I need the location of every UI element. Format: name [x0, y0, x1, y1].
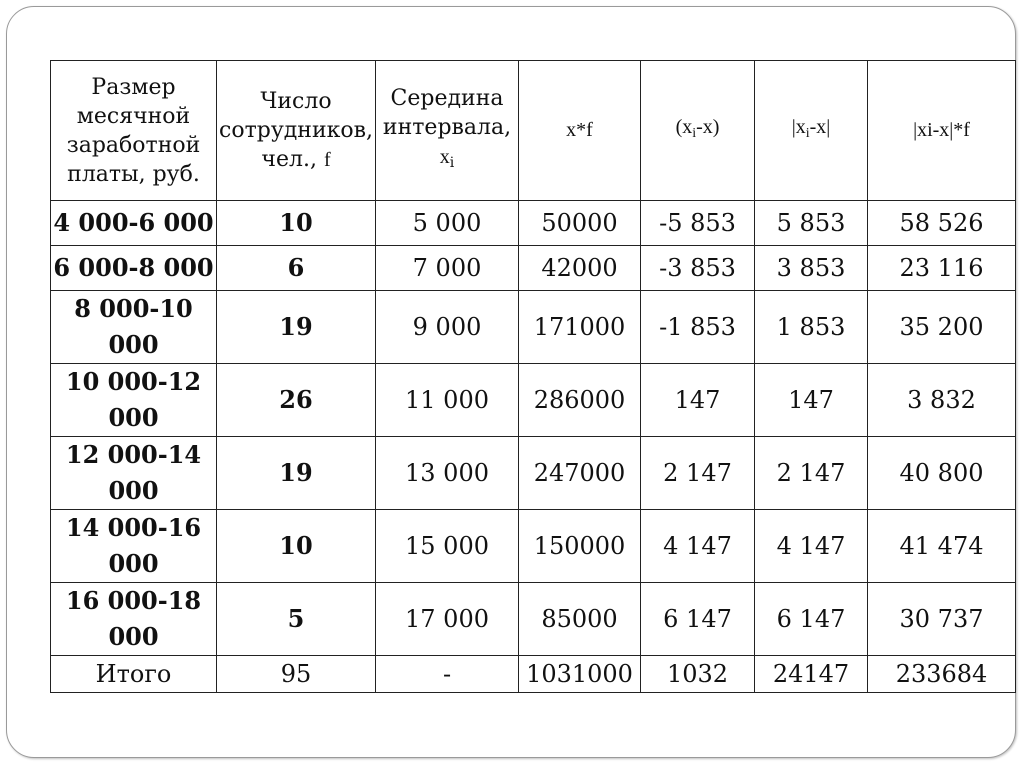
cell-midpoint: 13 000 — [376, 437, 519, 510]
cell-salary-range: 10 000-12 000 — [51, 364, 217, 437]
cell-total-abs-deviation-times-f: 233684 — [868, 656, 1016, 693]
header-abs-deviation: $|x_i-x|$ — [755, 61, 868, 201]
table-row — [51, 201, 1016, 246]
cell-total-deviation: 1032 — [641, 656, 755, 693]
cell-salary-range: 12 000-14 000 — [51, 437, 217, 510]
cell-salary-range: 6 000-8 000 — [51, 246, 217, 291]
cell-salary-range: 16 000-18 000 — [51, 583, 217, 656]
cell-abs-deviation-times-f: 40 800 — [868, 437, 1016, 510]
cell-employee-count: 10 — [217, 201, 376, 246]
cell-x-times-f: 171000 — [519, 291, 641, 364]
cell-abs-deviation-times-f: 3 832 — [868, 364, 1016, 437]
header-row — [51, 61, 1016, 201]
header-deviation: $(x_i-x)$ — [641, 61, 755, 201]
cell-salary-range: 8 000-10 000 — [51, 291, 217, 364]
total-row — [51, 656, 1016, 693]
cell-abs-deviation-times-f: 30 737 — [868, 583, 1016, 656]
cell-total-x-times-f: 1031000 — [519, 656, 641, 693]
cell-abs-deviation: 4 147 — [755, 510, 868, 583]
cell-abs-deviation: 3 853 — [755, 246, 868, 291]
cell-midpoint: 5 000 — [376, 201, 519, 246]
cell-abs-deviation-times-f: 23 116 — [868, 246, 1016, 291]
cell-employee-count: 10 — [217, 510, 376, 583]
cell-x-times-f: 247000 — [519, 437, 641, 510]
cell-midpoint: 17 000 — [376, 583, 519, 656]
cell-deviation: 147 — [641, 364, 755, 437]
cell-abs-deviation: 1 853 — [755, 291, 868, 364]
cell-employee-count: 26 — [217, 364, 376, 437]
table-row — [51, 246, 1016, 291]
cell-midpoint: 15 000 — [376, 510, 519, 583]
cell-x-times-f: 42000 — [519, 246, 641, 291]
cell-total-label: Итого — [51, 656, 217, 693]
cell-deviation: -5 853 — [641, 201, 755, 246]
cell-employee-count: 19 — [217, 437, 376, 510]
cell-x-times-f: 150000 — [519, 510, 641, 583]
cell-employee-count: 6 — [217, 246, 376, 291]
cell-abs-deviation-times-f: 41 474 — [868, 510, 1016, 583]
table-row — [51, 364, 1016, 437]
cell-x-times-f: 50000 — [519, 201, 641, 246]
cell-midpoint: 7 000 — [376, 246, 519, 291]
cell-x-times-f: 85000 — [519, 583, 641, 656]
cell-total-midpoint: - — [376, 656, 519, 693]
cell-abs-deviation: 6 147 — [755, 583, 868, 656]
table-row — [51, 291, 1016, 364]
header-employee-count: Число сотрудников, чел., f — [217, 61, 376, 201]
cell-total-abs-deviation: 24147 — [755, 656, 868, 693]
table-row — [51, 583, 1016, 656]
cell-deviation: 2 147 — [641, 437, 755, 510]
cell-x-times-f: 286000 — [519, 364, 641, 437]
cell-abs-deviation: 2 147 — [755, 437, 868, 510]
cell-salary-range: 4 000-6 000 — [51, 201, 217, 246]
cell-midpoint: 9 000 — [376, 291, 519, 364]
cell-deviation: -1 853 — [641, 291, 755, 364]
header-interval-midpoint: Середина интервала, $x_i$ — [376, 61, 519, 201]
cell-deviation: 6 147 — [641, 583, 755, 656]
cell-employee-count: 5 — [217, 583, 376, 656]
table-row — [51, 510, 1016, 583]
cell-abs-deviation-times-f: 35 200 — [868, 291, 1016, 364]
cell-employee-count: 19 — [217, 291, 376, 364]
cell-midpoint: 11 000 — [376, 364, 519, 437]
cell-abs-deviation-times-f: 58 526 — [868, 201, 1016, 246]
cell-deviation: -3 853 — [641, 246, 755, 291]
table-row — [51, 437, 1016, 510]
salary-distribution-table — [50, 60, 1016, 693]
cell-deviation: 4 147 — [641, 510, 755, 583]
header-x-times-f: x*f — [519, 61, 641, 201]
header-abs-deviation-times-f: |xi-x|*f — [868, 61, 1016, 201]
cell-salary-range: 14 000-16 000 — [51, 510, 217, 583]
cell-abs-deviation: 5 853 — [755, 201, 868, 246]
cell-total-employee-count: 95 — [217, 656, 376, 693]
cell-abs-deviation: 147 — [755, 364, 868, 437]
header-salary-size: Размер месячной заработной платы, руб. — [51, 61, 217, 201]
